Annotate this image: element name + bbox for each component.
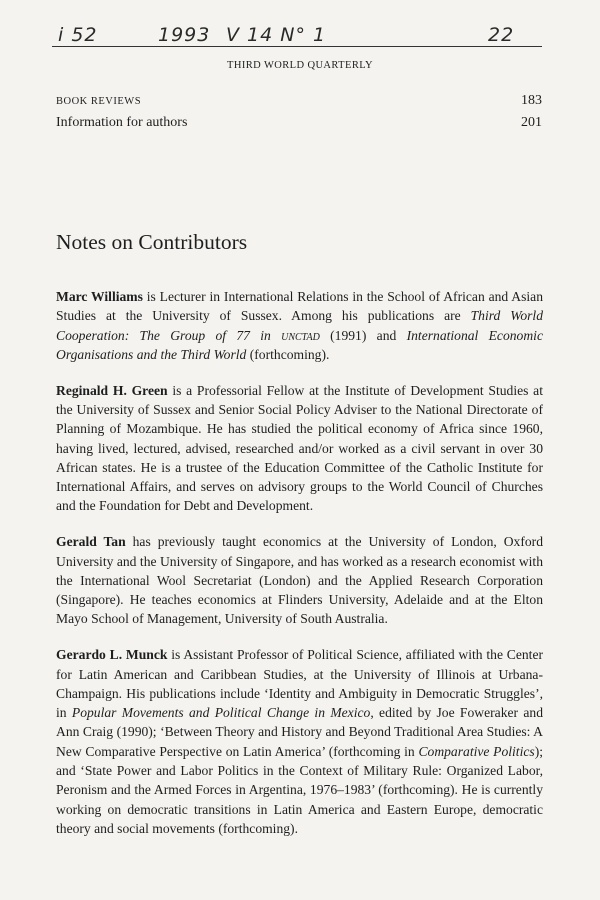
catalog-number: i 52: [58, 24, 98, 46]
contributor-name: Reginald H. Green: [56, 382, 168, 398]
contributor-entry-gerardo-munck: [56, 645, 543, 838]
toc-label: BOOK REVIEWS: [56, 96, 142, 107]
section-title: Notes on Contributors: [56, 230, 248, 254]
publication-title: International Economic Organisations and the Third World: [56, 327, 543, 362]
contributor-name: Gerald Tan: [56, 534, 126, 550]
publication-title: Popular Movements and Political Change in Mexico: [71, 705, 371, 721]
contributor-bio: (forthcoming).: [246, 346, 330, 362]
contributor-bio: , edited by Joe Foweraker and Ann Craig (1990); ‘Between Theory and History and Beyond Traditional Area Studies: A New Comparative Perspective on Latin America’ (forthcoming in: [56, 705, 543, 759]
contributor-bio: ); and ‘State Power and Labor Politics in the Context of Military Rule: Organized Labor, Peronism and the Armed Forces in Argentina, 1976–1983’ (forthcoming). He is currently working on democratic transitions in Latin America and Eastern Europe, democratic theory and social movements (forthcoming).: [56, 743, 543, 836]
running-head: THIRD WORLD QUARTERLY: [227, 60, 373, 71]
toc-entry-information-for-authors: [56, 115, 542, 131]
contributor-bio: (1991) and: [319, 327, 407, 343]
publication-title: Third World Cooperation: The Group of 77 in: [56, 308, 543, 343]
contributor-bio: is Assistant Professor of Political Science, affiliated with the Center for Latin American and Caribbean Studies, at the University of Illinois at Urbana-Champaign. His publications include ‘Identity and Ambiguity in Democratic Struggles’, in: [56, 647, 544, 721]
handwritten-page-mark: 22: [488, 24, 515, 46]
handwritten-volume-issue: V 14 N° 1: [226, 24, 327, 46]
handwritten-year: 1993: [158, 24, 211, 46]
contributor-bio: is Lecturer in International Relations in the School of African and Asian Studies at the University of Sussex. Among his publications are: [56, 289, 543, 324]
contributor-bio: has previously taught economics at the University of London, Oxford University and the University of Singapore, and has worked as a research economist with the International Wool Secretariat (London) and the Applied Research Corporation (Singapore). He teaches economics at Flinders University, Adelaide and at the Elton Mayo School of Management, University of South Australia.: [56, 534, 543, 627]
toc-entry-book-reviews: [56, 93, 542, 109]
contributor-name: Gerardo L. Munck: [56, 647, 168, 663]
toc-page-number: 183: [521, 93, 542, 108]
toc-page-number: 201: [521, 115, 542, 130]
contributor-entry-gerald-tan: [56, 532, 543, 628]
publication-title: Comparative Politics: [418, 743, 535, 759]
toc-label: Information for authors: [56, 115, 188, 130]
contributor-notes: [56, 287, 543, 855]
contributor-entry-marc-williams: [56, 287, 543, 364]
contributor-name: Marc Williams: [56, 289, 143, 304]
table-of-contents: [56, 93, 542, 131]
handwritten-underline: [52, 46, 542, 47]
contributor-entry-reginald-green: [56, 381, 543, 516]
contributor-bio: is a Professorial Fellow at the Institute of Development Studies at the University of Sussex and Senior Social Policy Adviser to the National Directorate of Planning of Mozambique. He has studied the political economy of Africa since 1960, having lived, lectured, advised, researched and/or worked as a civil servant in over 30 African states. He is a trustee of the Education Committee of the Catholic Institute for International Affairs, and serves on advisory groups to the World Council of Churches and the Foundation for Debt and Development.: [56, 382, 543, 514]
publication-title-acronym: unctad: [281, 327, 320, 343]
